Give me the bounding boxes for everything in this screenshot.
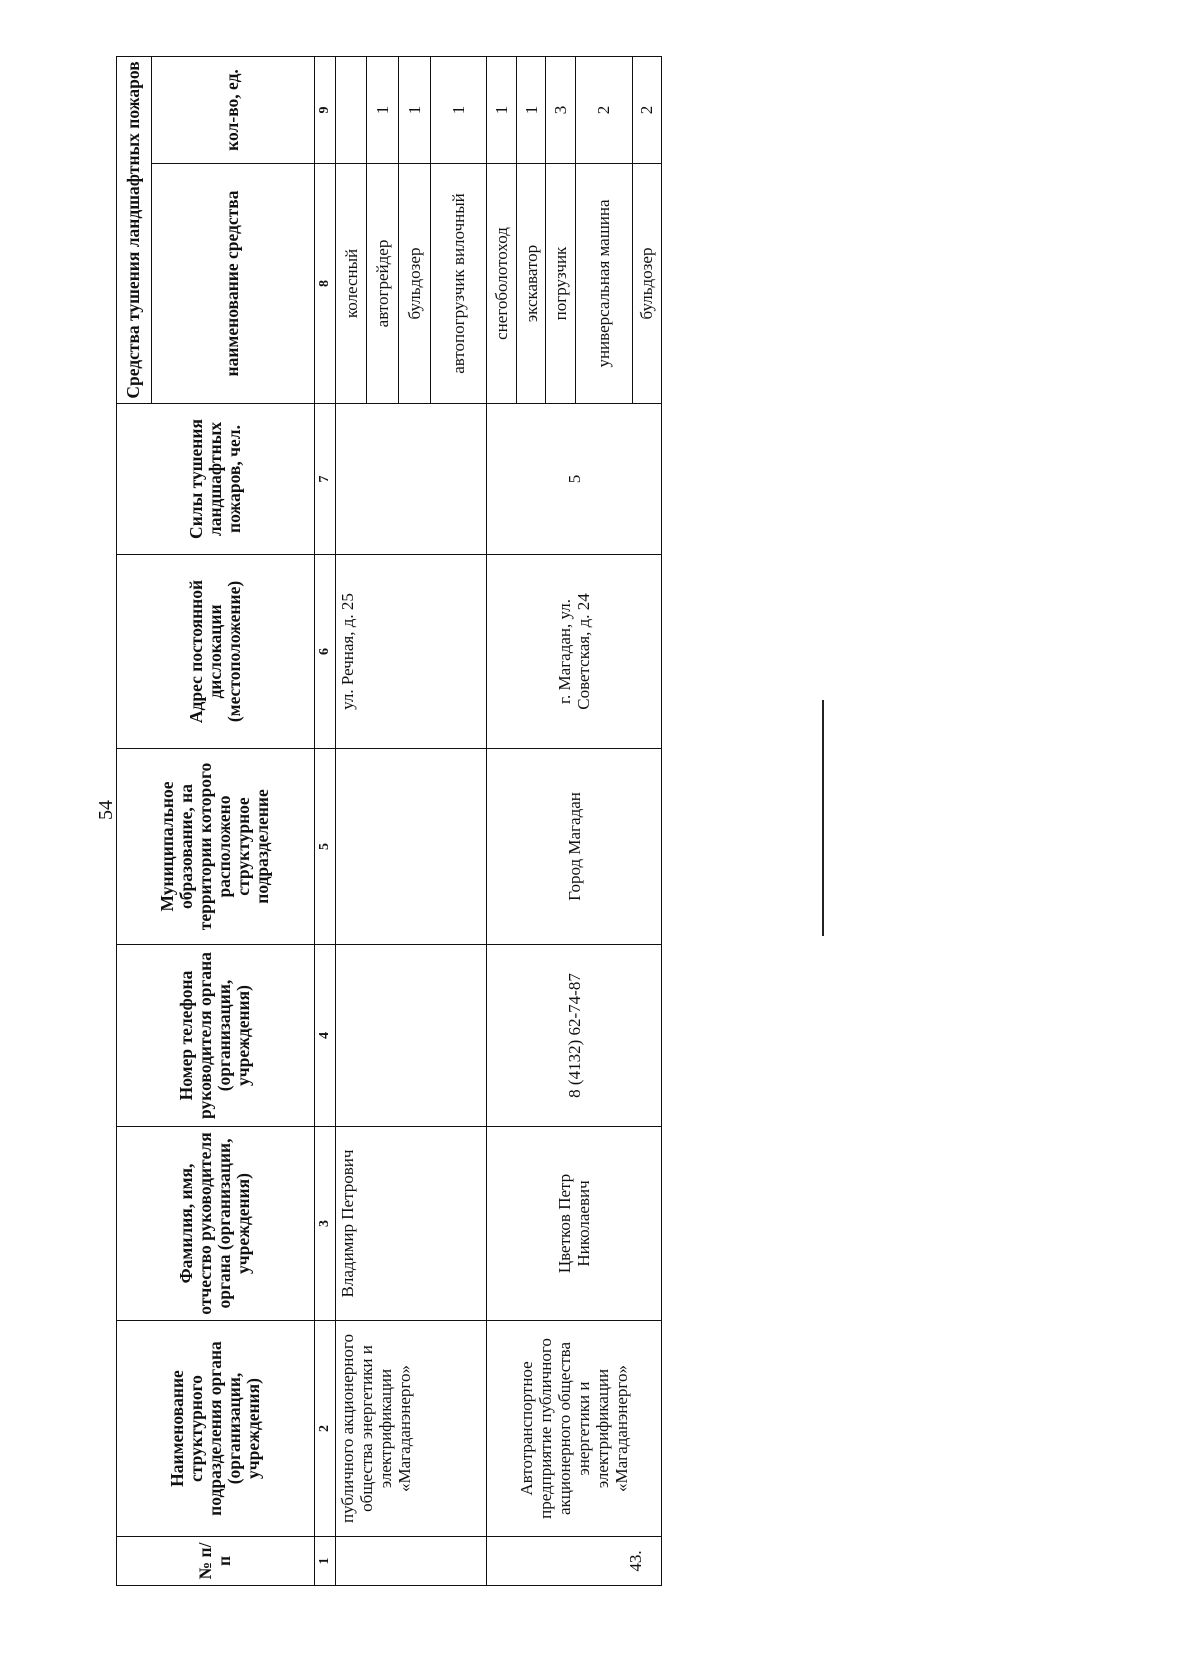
means-count-cell: 2 bbox=[632, 57, 662, 164]
prev-num-cell bbox=[335, 1537, 487, 1586]
prev-municipality-cell bbox=[335, 749, 487, 945]
entry-head-cell: Цветков Петр Николаевич bbox=[487, 1127, 662, 1321]
rotated-table-wrapper bbox=[116, 57, 662, 1586]
entry-address-cell: г. Магадан, ул. Советская, д. 24 bbox=[487, 555, 662, 749]
header-means-group: Средства тушения ландшафтных пожаров bbox=[117, 57, 152, 404]
prev-forces-cell bbox=[335, 404, 487, 555]
entry-phone-cell: 8 (4132) 62-74-87 bbox=[487, 945, 662, 1127]
means-count-cell bbox=[335, 57, 367, 164]
means-count-cell: 3 bbox=[546, 57, 575, 164]
means-count-cell: 1 bbox=[398, 57, 430, 164]
page-number: 54 bbox=[95, 800, 117, 820]
means-name-cell: снегоболотоход bbox=[487, 164, 516, 404]
fire-forces-table bbox=[116, 56, 662, 1586]
col-number: 2 bbox=[314, 1321, 335, 1537]
means-count-cell: 1 bbox=[367, 57, 399, 164]
col-number: 7 bbox=[314, 404, 335, 555]
col-number: 8 bbox=[314, 164, 335, 404]
means-name-cell: колесный bbox=[335, 164, 367, 404]
means-name-cell: автопогрузчик вилочный bbox=[430, 164, 487, 404]
means-count-cell: 1 bbox=[430, 57, 487, 164]
means-name-cell: бульдозер bbox=[632, 164, 662, 404]
means-name-cell: бульдозер bbox=[398, 164, 430, 404]
col-number: 9 bbox=[314, 57, 335, 164]
header-name: Наименование структурного подразделения органа (организации, учреждения) bbox=[117, 1321, 315, 1537]
header-forces: Силы тушения ландшафтных пожаров, чел. bbox=[117, 404, 315, 555]
separator-line bbox=[822, 700, 824, 936]
means-count-cell: 2 bbox=[575, 57, 632, 164]
means-name-cell: экскаватор bbox=[516, 164, 545, 404]
header-means-name: наименование средства bbox=[151, 164, 314, 404]
col-number: 5 bbox=[314, 749, 335, 945]
prev-phone-cell bbox=[335, 945, 487, 1127]
header-num: № п/п bbox=[117, 1537, 315, 1586]
header-means-count: кол-во, ед. bbox=[151, 57, 314, 164]
table-row bbox=[487, 57, 516, 1586]
prev-head-cell: Владимир Петрович bbox=[335, 1127, 487, 1321]
means-name-cell: автогрейдер bbox=[367, 164, 399, 404]
entry-name-cell: Автотранспортное предприятие публичного акционерного общества энергетики и электрификации «Магаданэнерго» bbox=[487, 1321, 662, 1537]
column-number-row bbox=[314, 57, 335, 1586]
means-name-cell: погрузчик bbox=[546, 164, 575, 404]
header-head-name: Фамилия, имя, отчество руководителя органа (организации, учреждения) bbox=[117, 1127, 315, 1321]
means-count-cell: 1 bbox=[516, 57, 545, 164]
col-number: 4 bbox=[314, 945, 335, 1127]
prev-name-cell: публичного акционерного общества энергетики и электрификации «Магаданэнерго» bbox=[335, 1321, 487, 1537]
header-phone: Номер телефона руководителя органа (организации, учреждения) bbox=[117, 945, 315, 1127]
entry-num-cell: 43. bbox=[487, 1537, 662, 1586]
col-number: 6 bbox=[314, 555, 335, 749]
col-number: 1 bbox=[314, 1537, 335, 1586]
means-name-cell: универсальная машина bbox=[575, 164, 632, 404]
entry-municipality-cell: Город Магадан bbox=[487, 749, 662, 945]
entry-forces-cell: 5 bbox=[487, 404, 662, 555]
means-count-cell: 1 bbox=[487, 57, 516, 164]
header-address: Адрес постоянной дислокации (местоположение) bbox=[117, 555, 315, 749]
col-number: 3 bbox=[314, 1127, 335, 1321]
header-municipality: Муниципальное образование, на территории которого расположено структурное подразделение bbox=[117, 749, 315, 945]
table-row bbox=[335, 57, 367, 1586]
prev-address-cell: ул. Речная, д. 25 bbox=[335, 555, 487, 749]
